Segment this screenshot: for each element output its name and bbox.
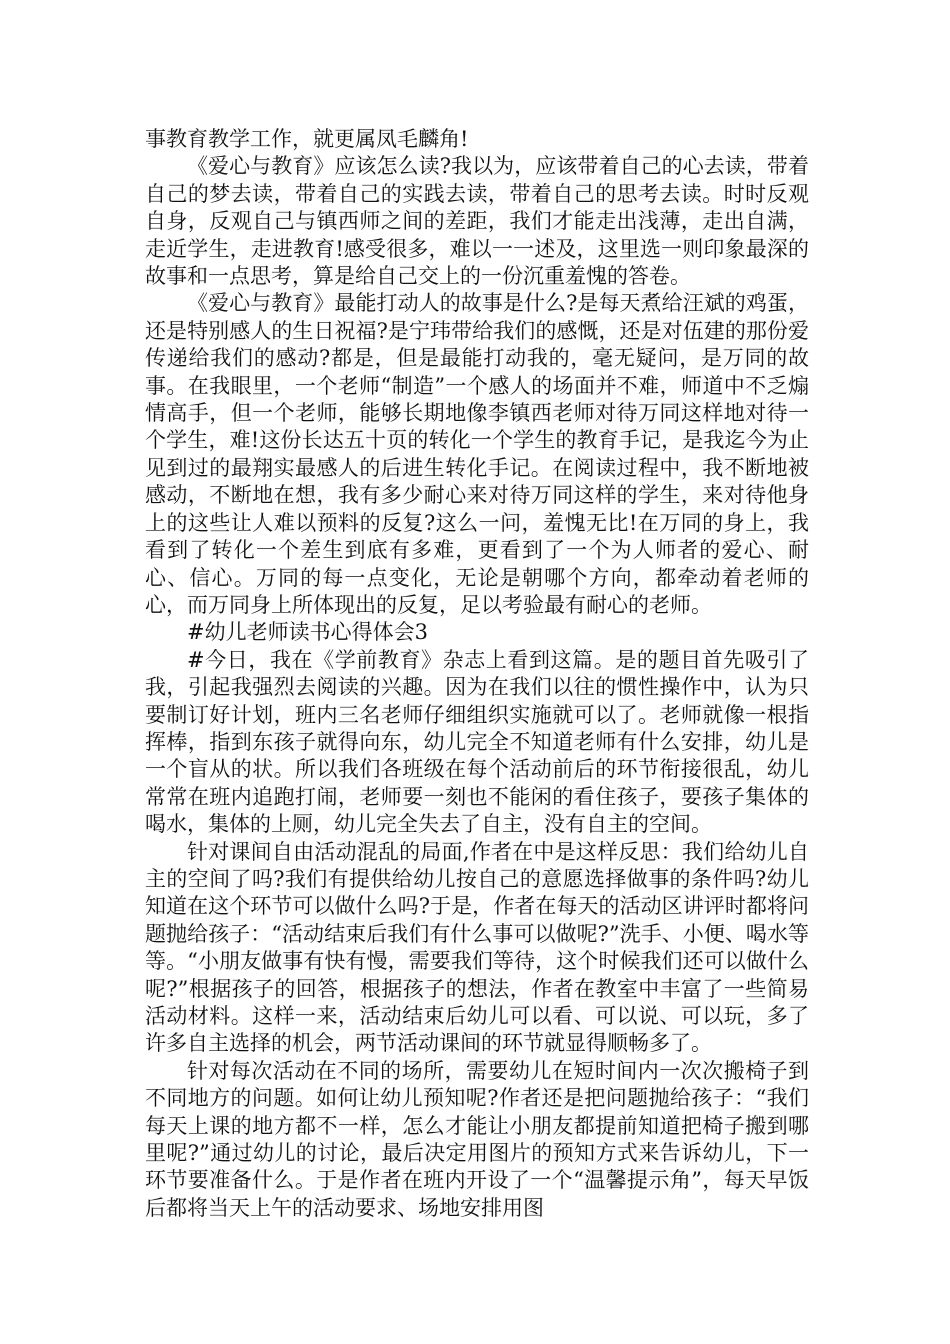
paragraph-preschool-reading: #今日，我在《学前教育》杂志上看到这篇。是的题目首先吸引了我，引起我强烈去阅读的兴趣。因为在我们以往的惯性操作中，认为只要制订好计划，班内三名老师仔细组织实施就可以了。老师就像一根指挥棒，指到东孩子就得向东，幼儿完全不知道老师有什么安排，幼儿是一个盲从的状。所以我们各班级在每个活动前后的环节衔接很乱，幼儿常常在班内追跑打闹，老师要一刻也不能闲的看住孩子，要孩子集体的喝水，集体的上厕，幼儿完全失去了自主，没有自主的空间。 — [145, 647, 809, 837]
document-page — [145, 126, 809, 1222]
paragraph-free-activity: 针对课间自由活动混乱的局面,作者在中是这样反思：我们给幼儿自主的空间了吗?我们有提供给幼儿按自己的意愿选择做事的条件吗?幼儿知道在这个环节可以做什么吗?于是，作者在每天的活动区讲评时都将问题抛给孩子：“活动结束后我们有什么事可以做呢?”洗手、小便、喝水等等。“小朋友做事有快有慢，需要我们等待，这个时候我们还可以做什么呢?”根据孩子的回答，根据孩子的想法，作者在教室中丰富了一些简易活动材料。这样一来，活动结束后幼儿可以看、可以说、可以玩，多了许多自主选择的机会，两节活动课间的环节就显得顺畅多了。 — [145, 839, 809, 1056]
paragraph-continuation: 事教育教学工作，就更属凤毛麟角! — [145, 127, 469, 151]
paragraph-wantong-story: 《爱心与教育》最能打动人的故事是什么?是每天煮给汪斌的鸡蛋，还是特别感人的生日祝福?是宁玮带给我们的感慨，还是对伍建的那份爱传递给我们的感动?都是，但是最能打动我的，毫无疑问，是万同的故事。在我眼里，一个老师“制造”一个感人的场面并不难，师道中不乏煽情高手，但一个老师，能够长期地像李镇西老师对待万同这样地对待一个学生，难!这份长达五十页的转化一个学生的教育手记，是我迄今为止见到过的最翔实最感人的后进生转化手记。在阅读过程中，我不断地被感动，不断地在想，我有多少耐心来对待万同这样的学生，来对待他身上的这些让人难以预料的反复?这么一问，羞愧无比!在万同的身上，我看到了转化一个差生到底有多难，更看到了一个为人师者的爱心、耐心、信心。万同的每一点变化，无论是朝哪个方向，都牵动着老师的心，而万同身上所体现出的反复，足以考验最有耐心的老师。 — [145, 291, 809, 617]
paragraph-how-to-read: 《爱心与教育》应该怎么读?我以为，应该带着自己的心去读，带着自己的梦去读，带着自己的实践去读，带着自己的思考去读。时时反观自身，反观自己与镇西师之间的差距，我们才能走出浅薄，走出自满，走近学生，走进教育!感受很多，难以一一述及，这里选一则印象最深的故事和一点思考，算是给自己交上的一份沉重羞愧的答卷。 — [145, 154, 809, 289]
paragraph-chair-moving: 针对每次活动在不同的场所，需要幼儿在短时间内一次次搬椅子到不同地方的问题。如何让幼儿预知呢?作者还是把问题抛给孩子：“我们每天上课的地方都不一样，怎么才能让小朋友都提前知道把椅子搬到哪里呢?”通过幼儿的讨论，最后决定用图片的预知方式来告诉幼儿，下一环节要准备什么。于是作者在班内开设了一个“温馨提示角”，每天早饭后都将当天上午的活动要求、场地安排用图 — [145, 1058, 809, 1220]
section-heading: #幼儿老师读书心得体会3 — [187, 620, 428, 645]
